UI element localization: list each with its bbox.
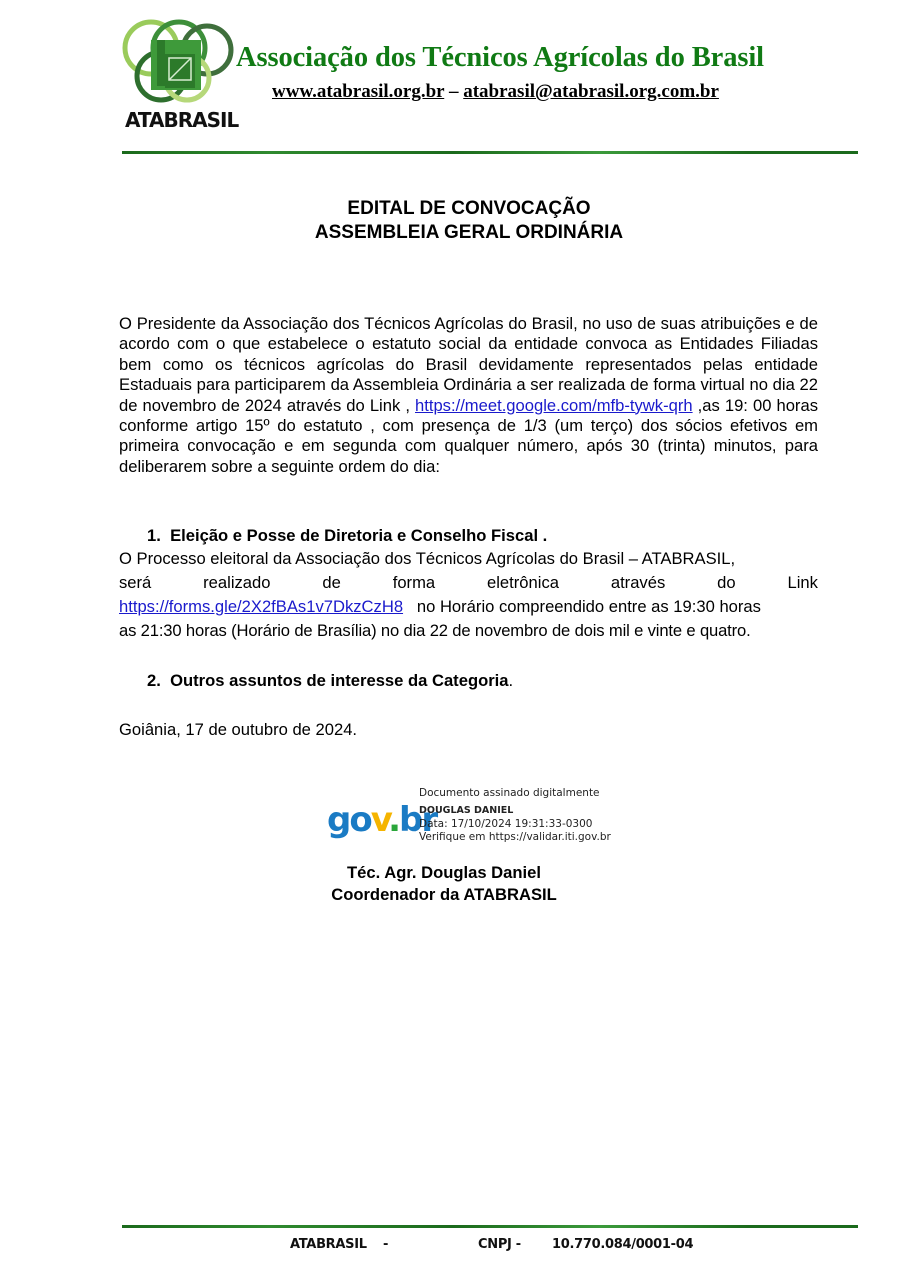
stamp-title: Documento assinado digitalmente [419, 787, 600, 799]
signer-block [0, 862, 888, 906]
digital-signature-stamp [419, 786, 611, 844]
word: realizado [203, 573, 271, 592]
organization-contact [272, 81, 719, 103]
title-line-1: EDITAL DE CONVOCAÇÃO [347, 198, 591, 219]
agenda-item-2 [147, 671, 513, 691]
organization-name: Associação dos Técnicos Agrícolas do Brasil [236, 42, 764, 73]
forms-link[interactable]: https://forms.gle/2X2fBAs1v7DkzCzH8 [119, 597, 404, 616]
govbr-logo: gov.br [327, 800, 437, 840]
intro-text-1: O Presidente da Associação dos Técnicos Agrícolas do Brasil, no uso de suas atribuições e de acordo com o que estabelece o estatuto social da entidade convoca as Entidades Filiadas bem como os técnicos agrícolas do Brasil devidamente representados pelas entidade Estaduais para participarem da Assembleia Ordinária a ser realizada de forma virtual no dia 22 de novembro de 2024 através do Link , [119, 314, 818, 415]
footer-cnpj-label: CNPJ - [478, 1237, 521, 1252]
date-line: Goiânia, 17 de outubro de 2024. [119, 720, 358, 739]
word: através [610, 573, 666, 592]
item-1-line-3 [119, 595, 818, 619]
contact-separator: – [444, 81, 464, 102]
stamp-verify: Verifique em https://validar.iti.gov.br [419, 831, 611, 844]
item-2-period: . [508, 671, 514, 690]
title-line-2: ASSEMBLEIA GERAL ORDINÁRIA [314, 222, 624, 243]
header-divider [122, 151, 858, 154]
word: forma [392, 573, 436, 592]
footer-dash: - [383, 1237, 389, 1252]
website-link[interactable]: www.atabrasil.org.br [272, 81, 445, 102]
footer-cnpj-value: 10.770.084/0001-04 [552, 1237, 694, 1252]
agenda-item-1 [147, 526, 547, 546]
word: eletrônica [487, 573, 559, 592]
intro-paragraph [119, 314, 818, 477]
signer-role: Coordenador da ATABRASIL [331, 885, 557, 904]
email-link[interactable]: atabrasil@atabrasil.org.com.br [463, 81, 719, 102]
word: de [322, 573, 341, 592]
stamp-date: Data: 17/10/2024 19:31:33-0300 [419, 818, 593, 831]
footer-divider [122, 1225, 858, 1228]
item-1-line-1 [119, 547, 818, 571]
item-1-number: 1. [147, 526, 161, 545]
item-2-number: 2. [147, 671, 161, 690]
item-1-line-2 [119, 571, 818, 595]
item-1-label: Eleição e Posse de Diretoria e Conselho Fiscal . [170, 526, 548, 545]
word: será [119, 573, 152, 592]
atabrasil-logo [115, 18, 240, 136]
item-1-line-1-text: O Processo eleitoral da Associação dos Técnicos Agrícolas do Brasil – ATABRASIL, [119, 549, 736, 568]
meet-link[interactable]: https://meet.google.com/mfb-tywk-qrh [415, 395, 693, 415]
item-1-line-4-text: as 21:30 horas (Horário de Brasília) no dia 22 de novembro de dois mil e vinte e quatro. [119, 621, 751, 640]
item-1-paragraph [119, 547, 818, 643]
logo-text: ATABRASIL [125, 108, 239, 132]
word: do [717, 573, 736, 592]
footer-org: ATABRASIL [290, 1237, 367, 1252]
item-1-line-4 [119, 619, 818, 643]
document-title [0, 197, 905, 245]
word: Link [787, 573, 818, 592]
item-2-label: Outros assuntos de interesse da Categoria [170, 671, 509, 690]
item-1-line-3-text: no Horário compreendido entre as 19:30 horas [403, 597, 761, 616]
intro-text-2: ,as 19: 00 horas conforme artigo 15º do estatuto , com presença de 1/3 (um terço) dos sócios efetivos em primeira convocação e em segunda com qualquer número, após 30 (trinta) minutos, para deliberarem sobre a seguinte ordem do dia: [119, 395, 818, 476]
stamp-name: DOUGLAS DANIEL [419, 805, 514, 817]
signer-name: Téc. Agr. Douglas Daniel [347, 863, 541, 882]
